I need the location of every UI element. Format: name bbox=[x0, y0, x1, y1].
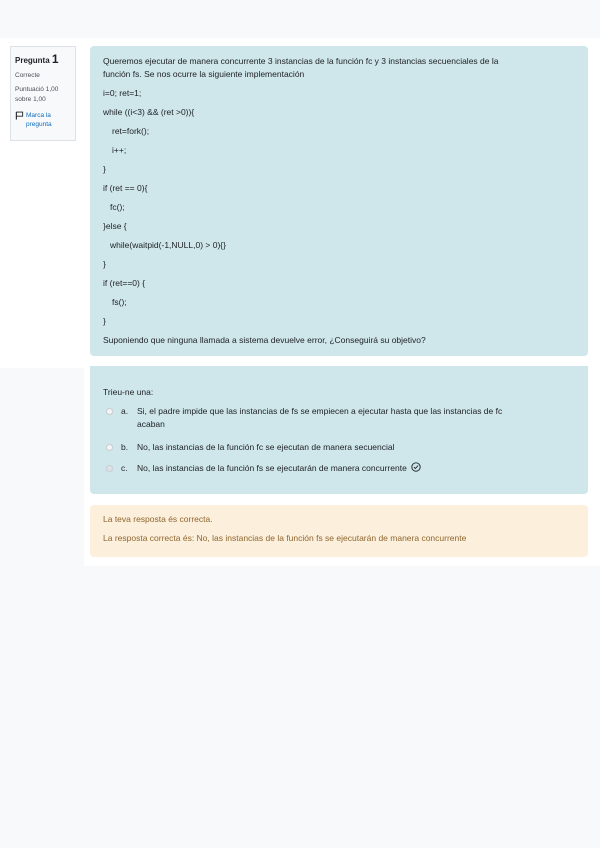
answer-option-a[interactable] bbox=[106, 405, 502, 431]
code-line: } bbox=[103, 259, 106, 269]
answer-prompt: Trieu-ne una: bbox=[103, 387, 154, 397]
option-text-line: acaban bbox=[137, 419, 165, 429]
option-letter: b. bbox=[121, 442, 129, 452]
option-text bbox=[137, 405, 502, 431]
option-letter: c. bbox=[121, 463, 128, 473]
option-text: No, las instancias de la función fs se ejecutarán de manera concurrente bbox=[137, 463, 407, 473]
option-text: No, las instancias de la función fc se ejecutan de manera secuencial bbox=[137, 442, 395, 452]
flag-question-link[interactable] bbox=[15, 111, 71, 129]
feedback-correct-answer: La resposta correcta és: No, las instancias de la función fs se ejecutarán de manera concurrente bbox=[103, 533, 467, 543]
feedback-panel bbox=[90, 505, 588, 557]
answer-panel bbox=[90, 366, 588, 494]
answer-option-c[interactable] bbox=[106, 462, 421, 475]
radio-option-b[interactable] bbox=[106, 444, 113, 451]
question-intro-line-1: Queremos ejecutar de manera concurrente 3 instancias de la función fc y 3 instancias secuenciales de la bbox=[103, 56, 499, 66]
code-line: fc(); bbox=[110, 202, 125, 212]
code-line: if (ret==0) { bbox=[103, 278, 146, 288]
question-grade: Puntuació 1,00 sobre 1,00 bbox=[15, 86, 59, 103]
question-closing: Suponiendo que ninguna llamada a sistema devuelve error, ¿Conseguirá su objetivo? bbox=[103, 335, 426, 345]
answer-option-b[interactable] bbox=[106, 441, 395, 454]
radio-option-c[interactable] bbox=[106, 465, 113, 472]
code-line: while(waitpid(-1,NULL,0) > 0){} bbox=[110, 240, 226, 250]
feedback-result: La teva resposta és correcta. bbox=[103, 514, 213, 524]
question-text-panel bbox=[90, 46, 588, 356]
question-intro-line-2: función fs. Se nos ocurre la siguiente implementación bbox=[103, 69, 305, 79]
code-line: if (ret == 0){ bbox=[103, 183, 148, 193]
question-info-panel bbox=[10, 46, 76, 141]
code-line: } bbox=[103, 316, 106, 326]
radio-option-a[interactable] bbox=[106, 408, 113, 415]
flag-icon bbox=[15, 111, 24, 120]
code-line: while ((i<3) && (ret >0)){ bbox=[103, 107, 195, 117]
flag-question-label: Marca la pregunta bbox=[26, 112, 52, 128]
question-label: Pregunta bbox=[15, 56, 50, 65]
code-line: fs(); bbox=[112, 297, 127, 307]
question-number-heading bbox=[15, 52, 71, 66]
code-line: i++; bbox=[112, 145, 127, 155]
code-line: i=0; ret=1; bbox=[103, 88, 142, 98]
code-line: }else { bbox=[103, 221, 127, 231]
correct-check-icon bbox=[411, 462, 421, 472]
code-line: ret=fork(); bbox=[112, 126, 150, 136]
option-letter: a. bbox=[121, 406, 129, 416]
code-line: } bbox=[103, 164, 106, 174]
option-text-line: Si, el padre impide que las instancias de fs se empiecen a ejecutar hasta que las instancias de fc bbox=[137, 406, 503, 416]
question-number: 1 bbox=[51, 52, 59, 66]
question-state: Correcte bbox=[15, 72, 40, 79]
